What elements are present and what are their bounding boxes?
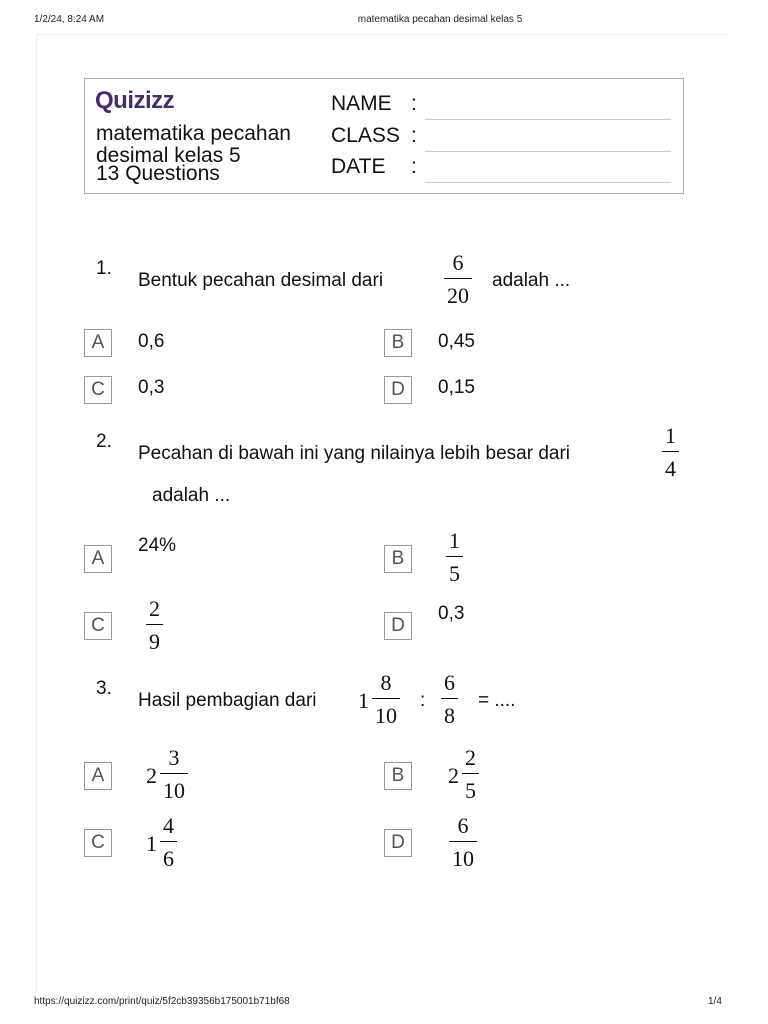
fraction-numerator: 6 — [452, 250, 464, 275]
date-label: DATE — [331, 155, 386, 178]
option-3d-fraction — [449, 815, 477, 870]
option-3c-whole: 1 — [146, 831, 157, 856]
option-3b-whole: 2 — [448, 763, 459, 788]
print-datetime: 1/2/24, 8:24 AM — [34, 14, 105, 25]
question-3-operator: : — [420, 690, 426, 711]
fraction-denominator: 10 — [375, 703, 397, 728]
print-footer-page: 1/4 — [708, 996, 722, 1007]
question-1-fraction — [444, 252, 472, 307]
fraction-numerator: 2 — [149, 596, 160, 621]
question-2-text-after: adalah ... — [152, 485, 231, 506]
fraction-numerator: 1 — [665, 423, 676, 448]
fraction-numerator: 6 — [444, 670, 455, 695]
option-2c-box[interactable]: C — [84, 612, 112, 640]
option-1d-text: 0,15 — [438, 377, 475, 398]
class-colon: : — [411, 124, 417, 147]
option-3a-fraction — [160, 747, 188, 802]
option-1a-box[interactable]: A — [84, 329, 112, 357]
quiz-title-line1: matematika pecahan — [96, 122, 291, 145]
fraction-denominator: 5 — [449, 561, 460, 586]
class-label: CLASS — [331, 124, 400, 147]
option-2b-fraction — [446, 530, 463, 585]
option-3a-box[interactable]: A — [84, 762, 112, 790]
option-2d-text: 0,3 — [438, 603, 465, 624]
fraction-numerator: 3 — [168, 745, 180, 770]
option-2b-box[interactable]: B — [384, 545, 412, 573]
question-1-text-after: adalah ... — [492, 270, 571, 291]
question-3-text: Hasil pembagian dari — [138, 690, 317, 711]
fraction-numerator: 4 — [163, 813, 174, 838]
question-2-fraction — [662, 425, 679, 480]
fraction-denominator: 4 — [665, 456, 676, 481]
option-3d-box[interactable]: D — [384, 829, 412, 857]
fraction-denominator: 8 — [444, 703, 455, 728]
print-footer-url[interactable]: https://quizizz.com/print/quiz/5f2cb39356b175001b71bf68 — [34, 996, 290, 1007]
question-2-text: Pecahan di bawah ini yang nilainya lebih besar dari — [138, 443, 571, 464]
fraction-numerator: 6 — [457, 813, 469, 838]
name-label: NAME — [331, 92, 392, 115]
header-rule — [36, 34, 730, 35]
left-margin-rule — [36, 34, 37, 990]
quiz-title-line2: desimal kelas 5 — [96, 144, 241, 167]
fraction-denominator: 6 — [163, 846, 174, 871]
question-1-number: 1. — [96, 258, 112, 279]
fraction-denominator: 10 — [163, 778, 185, 803]
question-1-text: Bentuk pecahan desimal dari — [138, 270, 384, 291]
fraction-denominator: 5 — [465, 778, 476, 803]
option-3b-box[interactable]: B — [384, 762, 412, 790]
question-2-number: 2. — [96, 431, 112, 452]
option-1b-box[interactable]: B — [384, 329, 412, 357]
option-3c-box[interactable]: C — [84, 829, 112, 857]
quiz-info-box — [84, 78, 684, 194]
question-3-text-after: = .... — [478, 690, 516, 711]
print-title: matematika pecahan desimal kelas 5 — [357, 14, 523, 25]
question-3-mixed-whole: 1 — [358, 688, 369, 713]
option-1c-text: 0,3 — [138, 377, 165, 398]
option-3c-fraction — [160, 815, 177, 870]
option-3b-fraction — [462, 747, 479, 802]
fraction-numerator: 8 — [380, 670, 392, 695]
option-2d-box[interactable]: D — [384, 612, 412, 640]
date-colon: : — [411, 155, 417, 178]
question-count: 13 Questions — [96, 162, 220, 185]
option-1c-box[interactable]: C — [84, 376, 112, 404]
fraction-numerator: 2 — [465, 745, 476, 770]
option-1a-text: 0,6 — [138, 331, 165, 352]
question-3-fraction — [441, 672, 458, 727]
fraction-numerator: 1 — [449, 528, 460, 553]
fraction-denominator: 20 — [447, 283, 469, 308]
option-2a-box[interactable]: A — [84, 545, 112, 573]
name-colon: : — [411, 92, 417, 115]
option-2a-text: 24% — [138, 535, 177, 556]
option-1b-text: 0,45 — [438, 331, 475, 352]
class-field[interactable] — [425, 151, 671, 152]
question-3-number: 3. — [96, 678, 112, 699]
date-field[interactable] — [425, 182, 671, 183]
fraction-denominator: 10 — [452, 846, 474, 871]
question-3-mixed-fraction — [372, 672, 400, 727]
quizizz-logo: Quizizz — [95, 87, 175, 114]
option-3a-whole: 2 — [146, 763, 157, 788]
option-1d-box[interactable]: D — [384, 376, 412, 404]
fraction-denominator: 9 — [149, 629, 160, 654]
name-field[interactable] — [425, 119, 671, 120]
option-2c-fraction — [146, 598, 163, 653]
